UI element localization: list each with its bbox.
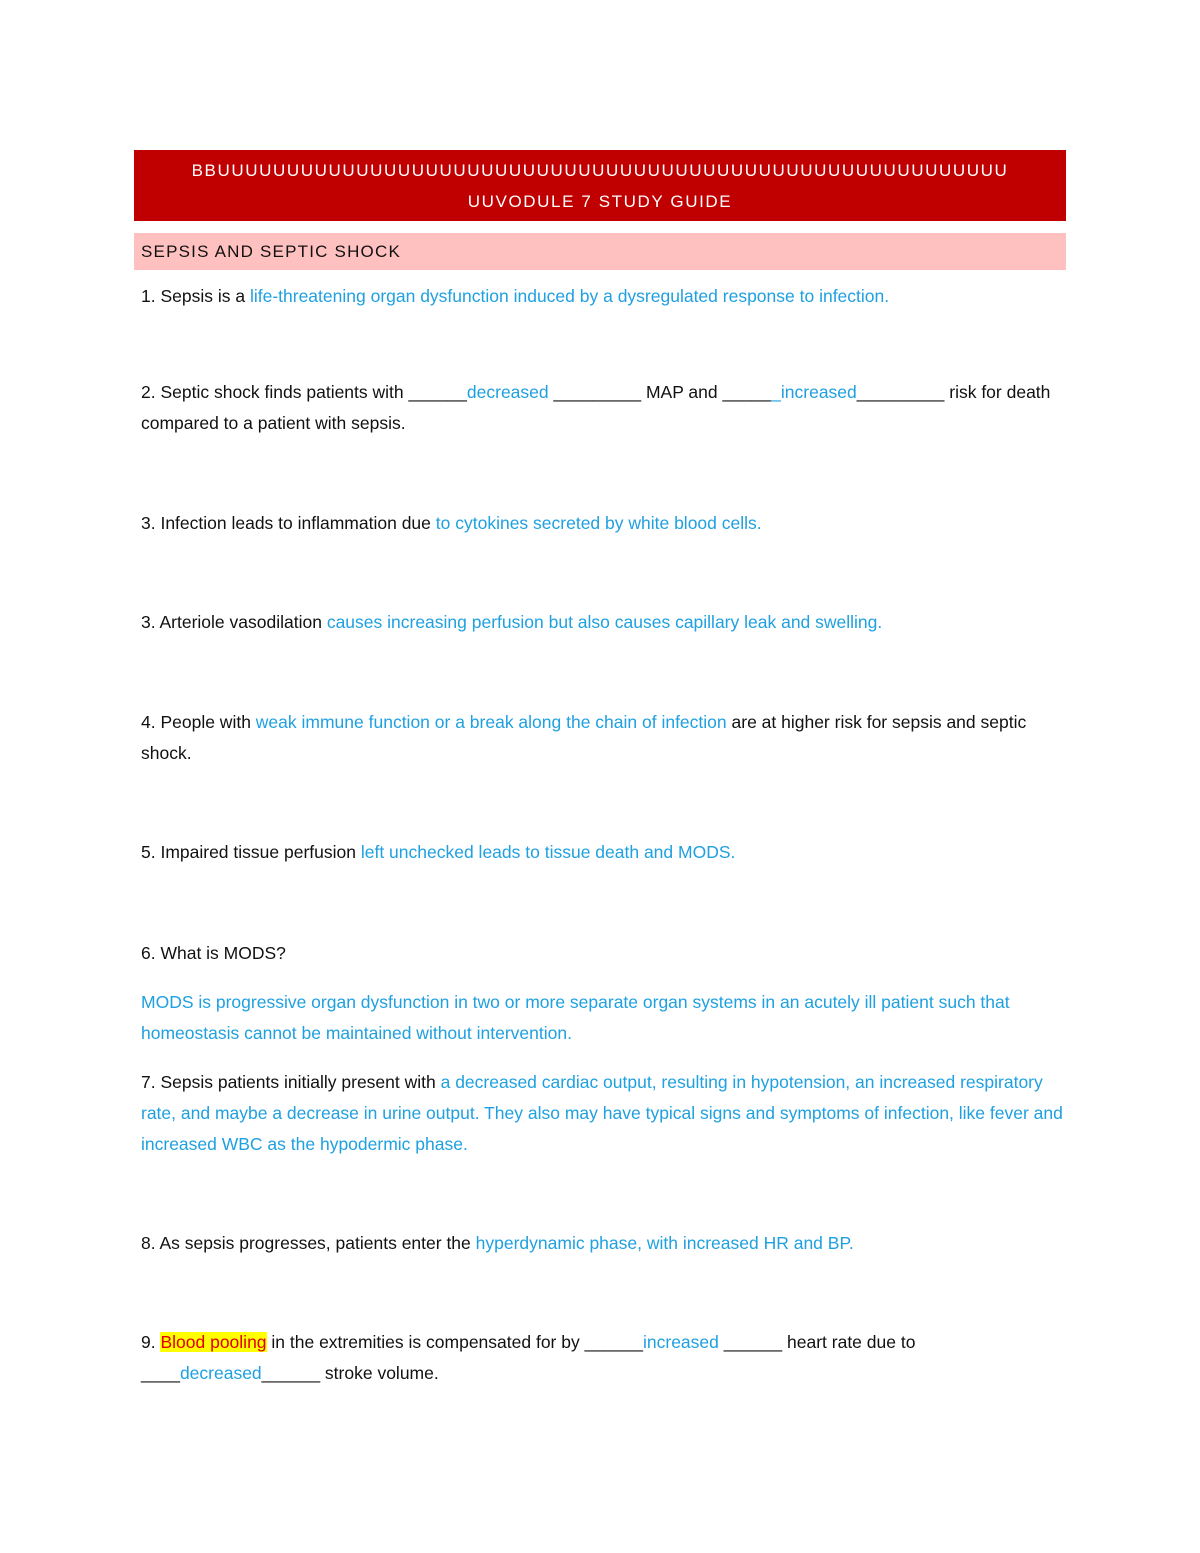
question-9-answer-b: decreased	[179, 1363, 262, 1383]
question-9	[141, 1327, 1066, 1389]
question-4-prompt: 4. People with	[141, 712, 256, 732]
question-2-prompt-b: _________ MAP and _____	[548, 382, 772, 402]
question-3a-answer: to cytokines secreted by white blood cells.	[435, 513, 762, 533]
question-3a	[141, 508, 1066, 539]
question-4-prompt-end: are at higher risk for sepsis and septic shock.	[141, 712, 1027, 763]
question-5-prompt: 5. Impaired tissue perfusion	[141, 842, 361, 862]
question-8-prompt: 8. As sepsis progresses, patients enter the	[141, 1233, 476, 1253]
section-banner	[134, 233, 1066, 270]
title-line-2: UUVODULE 7 STUDY GUIDE	[467, 192, 733, 211]
question-8	[141, 1228, 1066, 1259]
question-7-answer: a decreased cardiac output, resulting in hypotension, an increased respiratory rate, and maybe a decrease in urine output	[141, 1072, 1043, 1123]
question-6-answer: MODS is progressive organ dysfunction in two or more separate organ systems in an acutely ill patient such that homeostasis cannot be maintained without intervention.	[141, 992, 1010, 1043]
question-5-answer: left unchecked leads to tissue death and MODS.	[360, 842, 736, 862]
question-2	[141, 377, 1066, 439]
question-2-prompt-c: _________ risk for death compared to a patient with sepsis.	[141, 382, 1051, 433]
question-3a-prompt: 3. Infection leads to inflammation due	[141, 513, 436, 533]
question-6-prompt: 6. What is MODS?	[141, 943, 286, 963]
question-9-prompt-a: 9.	[141, 1332, 161, 1352]
question-7-mid: . They also may have typical signs and	[474, 1103, 780, 1123]
question-9-prompt-c: ______ heart rate due to ____	[141, 1332, 916, 1383]
question-3b-answer: causes increasing perfusion but also causes capillary leak and swelling.	[326, 612, 883, 632]
question-1-prompt: 1. Sepsis is a	[141, 286, 250, 306]
question-6	[141, 938, 1066, 969]
question-7-prompt: 7. Sepsis patients initially present with	[141, 1072, 441, 1092]
question-2-answer-a: decreased	[466, 382, 549, 402]
question-4	[141, 707, 1066, 769]
title-line-1: BBUUUUUUUUUUUUUUUUUUUUUUUUUUUUUUUUUUUUUUUUUUUUUUUUUUUUUUUUU	[191, 161, 1009, 180]
question-3b-prompt: 3. Arteriole vasodilation	[141, 612, 327, 632]
question-2-answer-b: _increased	[771, 382, 857, 402]
question-9-prompt-b: in the extremities is compensated for by ______	[266, 1332, 643, 1352]
question-9-highlight: Blood pooling	[160, 1332, 267, 1352]
question-3b	[141, 607, 1066, 638]
question-9-prompt-d: ______ stroke volume.	[261, 1363, 439, 1383]
question-2-prompt-a: 2. Septic shock finds patients with ______	[141, 382, 467, 402]
question-4-answer: weak immune function or a break along the chain of infection	[255, 712, 727, 732]
question-8-answer: hyperdynamic phase, with increased HR and BP.	[475, 1233, 854, 1253]
question-5	[141, 837, 1066, 868]
question-1-answer: life-threatening organ dysfunction induced by a dysregulated response to infection.	[249, 286, 890, 306]
question-9-answer-a: increased	[643, 1332, 719, 1352]
title-banner	[134, 150, 1066, 221]
section-title: SEPSIS AND SEPTIC SHOCK	[141, 242, 401, 261]
question-7	[141, 1067, 1066, 1160]
question-7-answer-b: symptoms of infection, like fever and increased WBC as the hypodermic phase.	[141, 1103, 1063, 1154]
question-1	[141, 281, 1066, 312]
